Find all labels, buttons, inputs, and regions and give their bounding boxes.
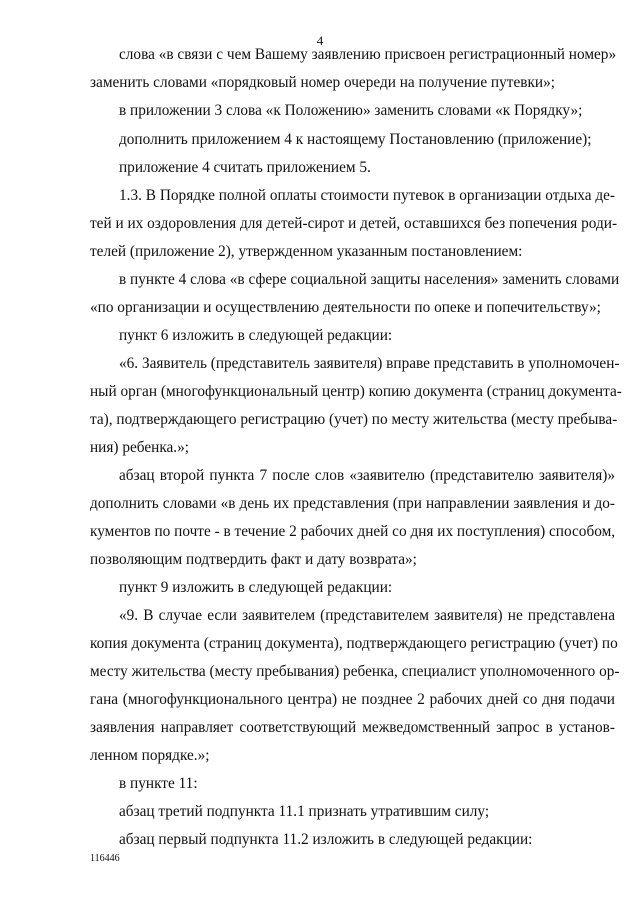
- text-line: абзац второй пункта 7 после слов «заявителю (представителю заявителя)»: [119, 467, 615, 484]
- text-line: слова «в связи с чем Вашему заявлению присвоен регистрационный номер»: [119, 46, 617, 63]
- text-line: в пункте 4 слова «в сфере социальной защиты населения» заменить словами: [119, 271, 620, 288]
- text-line: ный орган (многофункциональный центр) копию документа (страниц документа-: [90, 383, 622, 400]
- text-line: абзац первый подпункта 11.2 изложить в следующей редакции:: [119, 831, 533, 848]
- text-line: гана (многофункционального центра) не позднее 2 рабочих дней со дня подачи: [90, 691, 615, 708]
- text-line: та), подтверждающего регистрацию (учет) по месту жительства (месту пребыва-: [90, 411, 618, 428]
- text-line: дополнить приложением 4 к настоящему Постановлению (приложение);: [119, 131, 592, 148]
- text-line: заменить словами «порядковый номер очереди на получение путевки»;: [90, 74, 555, 91]
- text-line: копия документа (страниц документа), подтверждающего регистрацию (учет) по: [90, 635, 618, 652]
- text-line: пункт 9 изложить в следующей редакции:: [119, 579, 393, 596]
- document-code: 116446: [90, 853, 120, 864]
- text-line: 1.3. В Порядке полной оплаты стоимости путевок в организации отдыха де-: [119, 187, 615, 204]
- text-line: телей (приложение 2), утвержденном указанным постановлением:: [90, 243, 523, 260]
- text-line: заявления направляет соответствующий межведомственный запрос в установ-: [90, 719, 615, 736]
- text-line: абзац третий подпункта 11.1 признать утратившим силу;: [119, 803, 490, 820]
- text-line: «6. Заявитель (представитель заявителя) вправе представить в уполномочен-: [119, 355, 620, 372]
- text-line: «9. В случае если заявителем (представителем заявителя) не представлена: [119, 607, 615, 624]
- text-line: приложение 4 считать приложением 5.: [119, 159, 371, 176]
- text-line: позволяющим подтвердить факт и дату возврата»;: [90, 551, 417, 568]
- text-line: кументов по почте - в течение 2 рабочих дней со дня их поступления) способом,: [90, 523, 616, 540]
- text-line: тей и их оздоровления для детей-сирот и детей, оставшихся без попечения роди-: [90, 215, 618, 232]
- text-line: в приложении 3 слова «к Положению» заменить словами «к Порядку»;: [119, 102, 583, 119]
- page-number: 4: [316, 33, 324, 48]
- text-line: «по организации и осуществлению деятельности по опеке и попечительству»;: [90, 299, 601, 316]
- text-line: в пункте 11:: [119, 775, 198, 792]
- text-line: дополнить словами «в день их представления (при направлении заявления и до-: [90, 495, 615, 512]
- text-line: пункт 6 изложить в следующей редакции:: [119, 327, 393, 344]
- text-line: ленном порядке.»;: [90, 747, 210, 764]
- text-line: месту жительства (месту пребывания) ребенка, специалист уполномоченного ор-: [90, 663, 620, 680]
- text-line: ния) ребенка.»;: [90, 439, 190, 456]
